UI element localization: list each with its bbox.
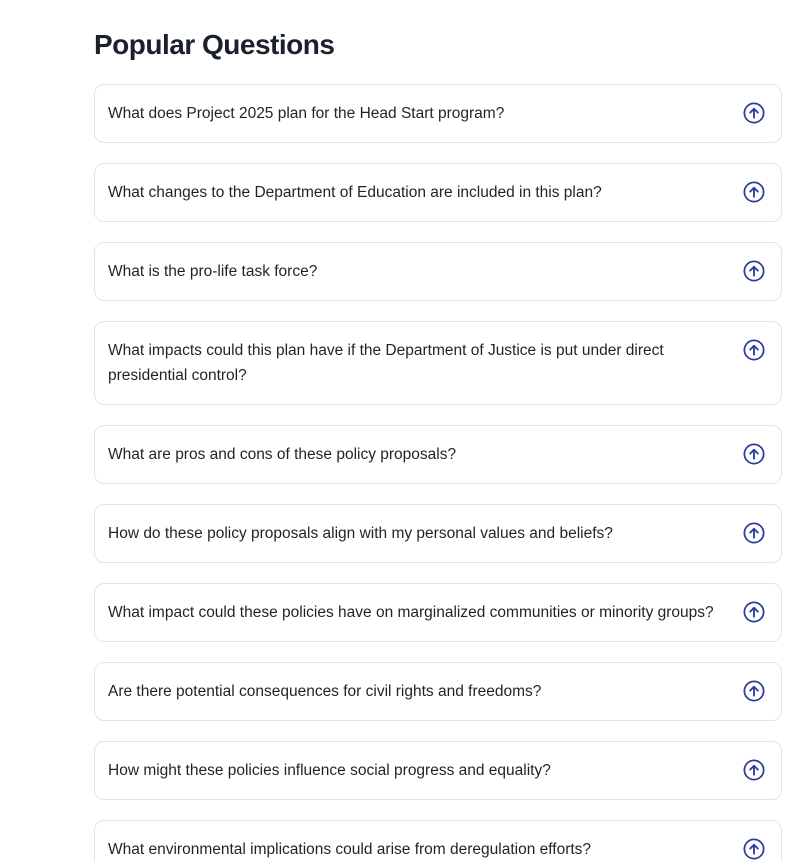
question-card[interactable] <box>94 504 782 563</box>
arrow-up-circle-icon <box>743 339 765 361</box>
submit-question-button[interactable] <box>743 339 765 361</box>
arrow-up-circle-icon <box>743 759 765 781</box>
question-text: Are there potential consequences for civil rights and freedoms? <box>108 683 542 700</box>
arrow-up-circle-icon <box>743 680 765 702</box>
question-text: What is the pro-life task force? <box>108 263 318 280</box>
submit-question-button[interactable] <box>743 102 765 124</box>
question-card[interactable] <box>94 741 782 800</box>
question-text: What are pros and cons of these policy proposals? <box>108 446 457 463</box>
arrow-up-circle-icon <box>743 443 765 465</box>
arrow-up-circle-icon <box>743 522 765 544</box>
question-text: How do these policy proposals align with my personal values and beliefs? <box>108 525 613 542</box>
submit-question-button[interactable] <box>743 838 765 860</box>
page-title: Popular Questions <box>94 29 335 60</box>
submit-question-button[interactable] <box>743 680 765 702</box>
question-card[interactable] <box>94 425 782 484</box>
submit-question-button[interactable] <box>743 181 765 203</box>
question-text: What impacts could this plan have if the Department of Justice is put under direct presidential control? <box>108 342 664 384</box>
question-card[interactable] <box>94 163 782 222</box>
question-text: What environmental implications could arise from deregulation efforts? <box>108 841 592 858</box>
question-text: What impact could these policies have on marginalized communities or minority groups? <box>108 604 714 621</box>
question-card[interactable] <box>94 583 782 642</box>
submit-question-button[interactable] <box>743 601 765 623</box>
arrow-up-circle-icon <box>743 102 765 124</box>
popular-questions-section <box>94 0 782 862</box>
question-card[interactable] <box>94 662 782 721</box>
arrow-up-circle-icon <box>743 601 765 623</box>
question-card[interactable] <box>94 820 782 862</box>
arrow-up-circle-icon <box>743 260 765 282</box>
question-card[interactable] <box>94 242 782 301</box>
submit-question-button[interactable] <box>743 759 765 781</box>
question-text: What changes to the Department of Education are included in this plan? <box>108 184 602 201</box>
arrow-up-circle-icon <box>743 838 765 860</box>
submit-question-button[interactable] <box>743 260 765 282</box>
question-card[interactable] <box>94 321 782 405</box>
question-text: What does Project 2025 plan for the Head Start program? <box>108 105 505 122</box>
question-card[interactable] <box>94 84 782 143</box>
arrow-up-circle-icon <box>743 181 765 203</box>
question-text: How might these policies influence social progress and equality? <box>108 762 551 779</box>
submit-question-button[interactable] <box>743 443 765 465</box>
submit-question-button[interactable] <box>743 522 765 544</box>
